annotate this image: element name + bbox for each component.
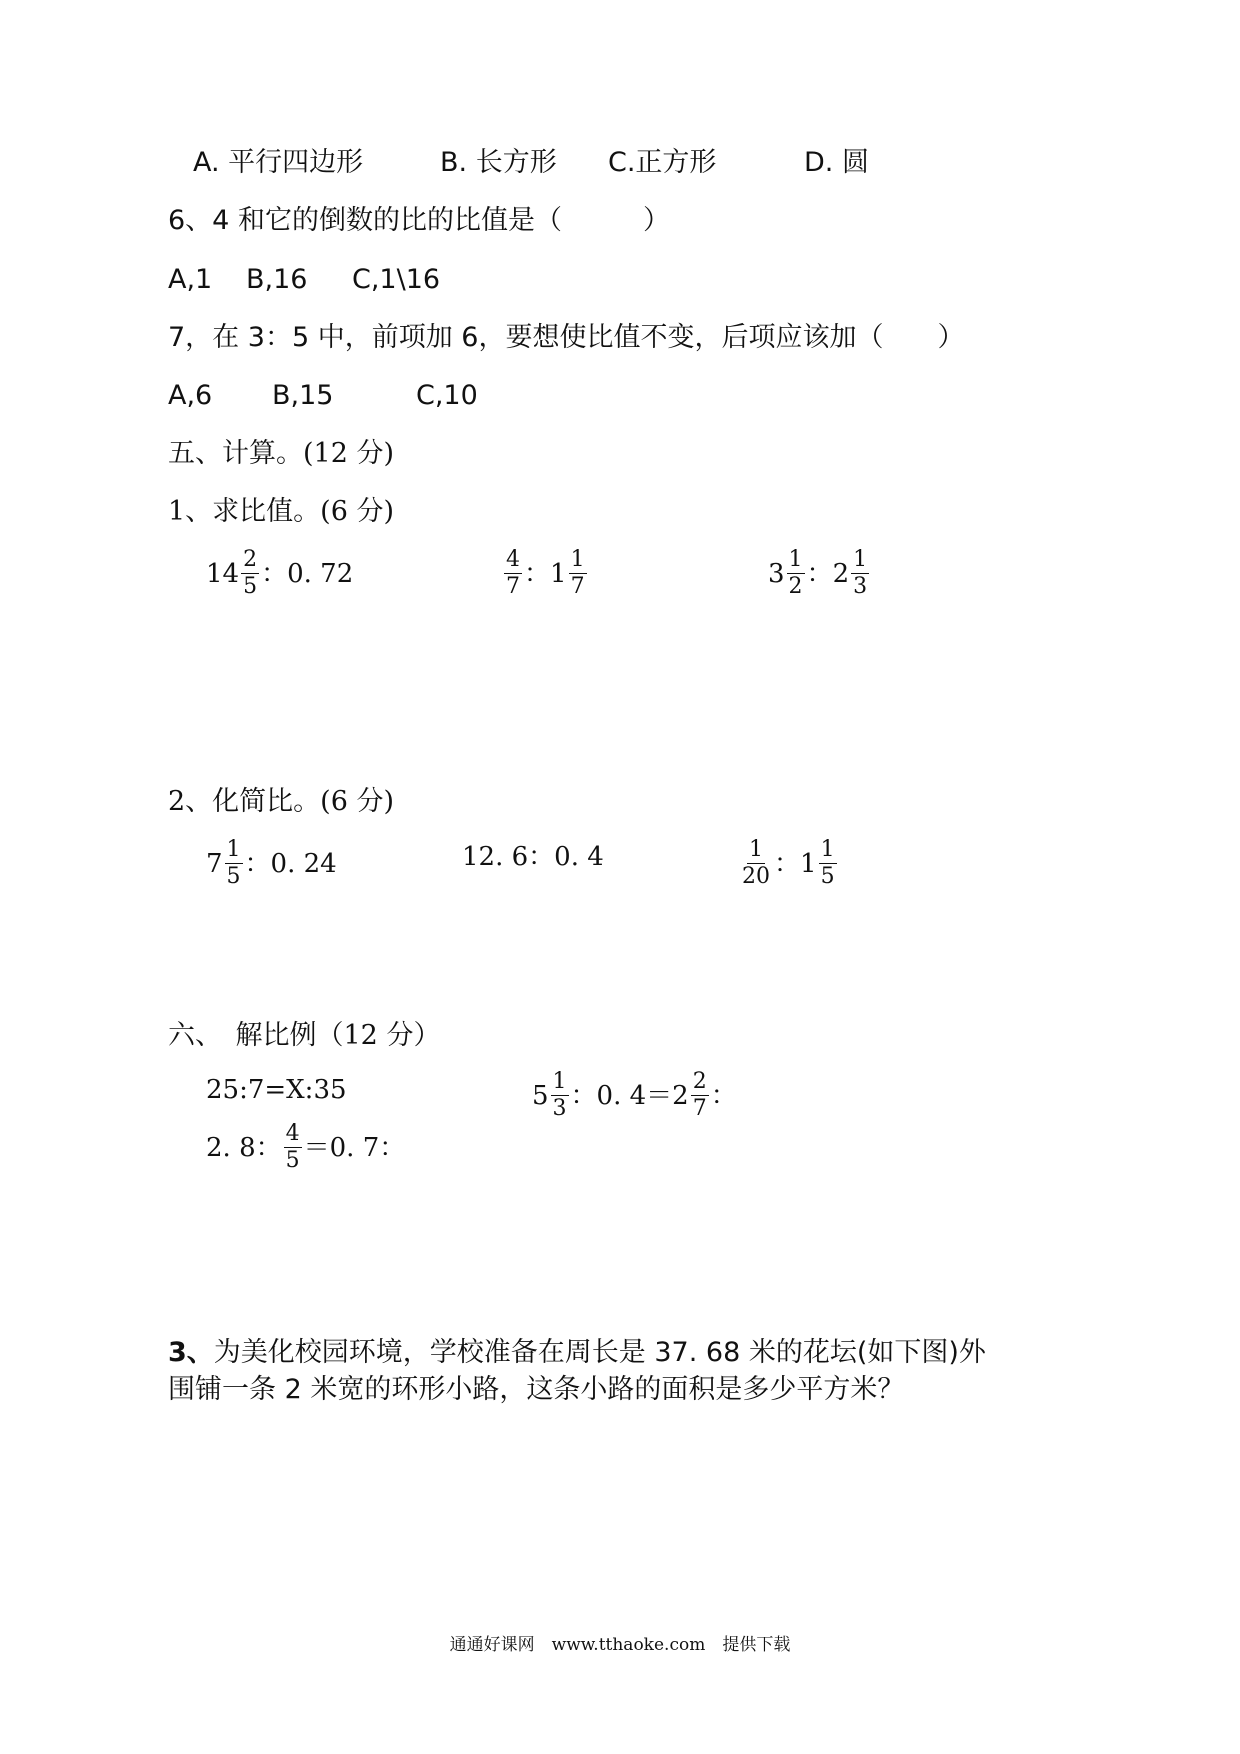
q7-option-b: B,15 [272,380,334,411]
q7-option-c: C,10 [416,380,478,411]
fraction: $\frac{1}{3}$ [853,547,868,599]
problem-3-number: 3、 [168,1337,214,1368]
colon: ： [774,848,801,879]
question-6: 6、4 和它的倒数的比的比值是（ ） [168,205,670,236]
section-5-part-1-title: 1、求比值。(6 分) [168,496,395,527]
ratio-expression-2 [502,548,589,599]
ratio-expression-3 [768,548,871,599]
footer-source: 通通好课网 www.tthaoke.com 提供下载 [449,1635,791,1655]
colon: ： [806,558,833,589]
fraction: $\frac{2}{7}$ [692,1069,707,1121]
q7-option-a: A,6 [168,380,213,411]
colon: ： [524,558,551,589]
whole-number: 1 [800,848,817,879]
fraction: $\frac{1}{5}$ [820,837,835,889]
question-7: 7，在 3：5 中，前项加 6，要想使比值不变，后项应该加（ ） [168,322,965,353]
problem-3-text-1: 为美化校园环境，学校准备在周长是 37. 68 米的花坛(如下图)外 [213,1337,986,1368]
proportion-tail: ： [710,1080,737,1111]
fraction: $\frac{2}{5}$ [243,547,258,599]
fraction: $\frac{1}{3}$ [552,1069,567,1121]
section-5-title: 五、计算。(12 分) [168,438,395,469]
fraction: $\frac{4}{7}$ [506,547,520,599]
fraction: $\frac{4}{5}$ [285,1121,300,1173]
proportion-3 [206,1122,405,1173]
problem-3-line-1 [168,1336,986,1370]
whole-number: 2 [832,558,850,589]
proportion-middle: ：0. 4＝2 [570,1080,689,1111]
fraction: $\frac{1}{5}$ [226,837,241,889]
proportion-text: 25:7=X:35 [206,1075,347,1105]
section-6-title: 六、 解比例（12 分） [168,1020,441,1051]
q6-option-b: B,16 [246,264,308,295]
q6-option-a: A,1 [168,264,213,295]
fraction: $\frac{1}{7}$ [570,547,585,599]
whole-number: 7 [206,848,223,879]
fraction: $\frac{1}{20}$ [742,837,770,889]
ratio-expression-1 [206,548,353,599]
q6-option-c: C,1\16 [352,264,441,295]
whole-number: 1 [550,558,567,589]
section-5-part-2-title: 2、化简比。(6 分) [168,786,395,817]
problem-3-line-2: 围铺一条 2 米宽的环形小路，这条小路的面积是多少平方米？ [168,1374,905,1405]
ratio-rest: ：0. 24 [244,848,337,879]
simplify-expression-3 [738,838,839,889]
simplify-expression-1 [206,838,337,889]
proportion-lead: 2. 8： [206,1132,282,1163]
fraction: $\frac{1}{2}$ [788,547,803,599]
whole-number: 14 [206,558,240,589]
q5-option-a: A. 平行四边形 [193,147,364,178]
q5-option-c: C.正方形 [608,147,717,178]
simplify-expression-2 [462,842,604,872]
whole-number: 3 [768,558,785,589]
q5-option-b: B. 长方形 [440,147,557,178]
proportion-2 [532,1070,737,1121]
ratio-text: 12. 6：0. 4 [462,842,604,872]
proportion-1 [206,1075,347,1105]
ratio-rest: ：0. 72 [261,558,354,589]
proportion-tail: ＝0. 7： [303,1132,406,1163]
whole-number: 5 [532,1080,549,1111]
q5-option-d: D. 圆 [804,147,869,178]
